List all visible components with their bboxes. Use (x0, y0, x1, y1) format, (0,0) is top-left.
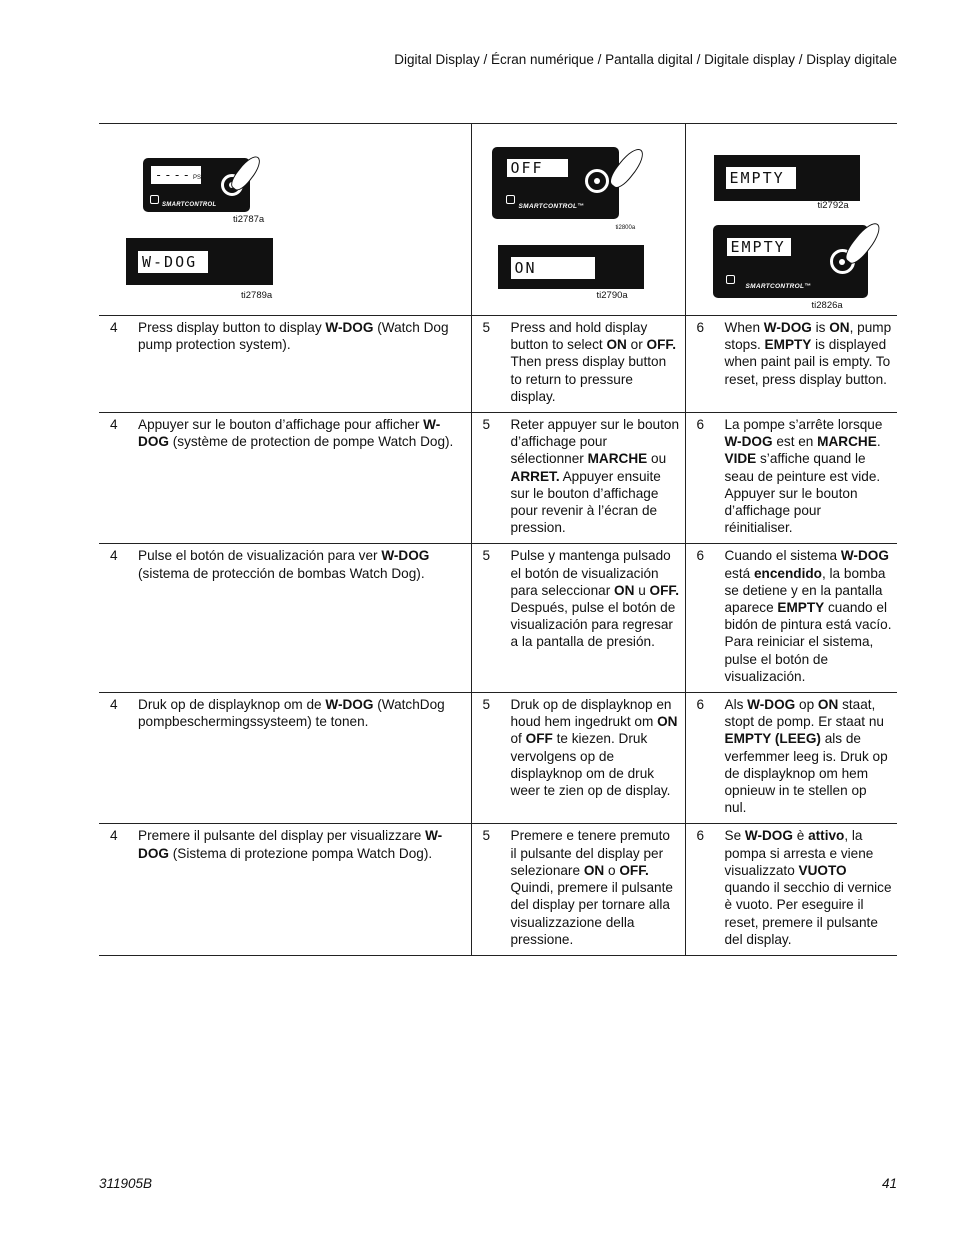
step-number: 6 (696, 417, 705, 433)
text-run: Pulse y mantenga pulsado el botón de visualización para seleccionar (510, 548, 671, 598)
bold-term: W-DOG (138, 417, 441, 450)
bold-term: ON (829, 320, 850, 335)
figure-tag: ti2787a (233, 214, 265, 225)
bold-term: ARRET. (510, 468, 560, 484)
text-run: staat, stopt de pomp. Er staat nu (724, 697, 884, 730)
text-run: Quindi, premere il pulsante del display per tornare alla visualizzazione della pressione. (510, 880, 673, 947)
bold-term: W-DOG (763, 320, 812, 335)
text-run: , la pompa si arresta e viene visualizzato (724, 828, 874, 878)
step-text (138, 416, 466, 450)
bold-term: attivo (808, 828, 845, 844)
step-text (138, 827, 466, 861)
step-number: 4 (110, 320, 118, 335)
text-run: Appuyer sur le bouton d’affichage pour afficher (138, 417, 424, 433)
step-number: 6 (696, 320, 705, 335)
text-run: Druk op de displayknop om de (138, 697, 326, 713)
step-text (511, 319, 680, 405)
text-run: te kiezen. Druk vervolgens op de displayknop om de druk weer te zien op de display. (510, 731, 671, 799)
text-run: quando il secchio di vernice è vuoto. Per eseguire il reset, premere il pulsante del display. (724, 880, 892, 947)
text-run: est en (772, 434, 818, 450)
text-run: Premere il pulsante del display per visualizzare (138, 828, 426, 844)
text-run: Se (724, 828, 745, 844)
bold-term: ON (614, 582, 635, 598)
text-run: (Watch Dog pump protection system). (138, 320, 449, 353)
graco-logo-icon (726, 275, 735, 284)
text-run: When (724, 320, 764, 335)
text-run: (système de protection de pompe Watch Dog). (168, 434, 454, 450)
text-run: op (795, 697, 818, 713)
text-run: Press and hold display button to select (510, 320, 648, 353)
text-run: ou (647, 451, 667, 467)
text-run: è (792, 828, 809, 844)
smartcontrol-device (713, 225, 868, 298)
figure-cell-1 (99, 124, 471, 316)
step-number: 5 (482, 828, 491, 844)
step-text (725, 827, 893, 947)
step-number: 6 (696, 548, 705, 564)
step-text (138, 696, 466, 730)
brand-label: SMARTCONTROL™ (518, 203, 585, 210)
bold-term: W-DOG (381, 548, 430, 564)
lcd-panel (714, 155, 860, 201)
display-button[interactable] (585, 169, 609, 193)
text-run: Pulse el botón de visualización para ver (138, 548, 382, 564)
instruction-row (99, 413, 897, 544)
graco-logo-icon (150, 195, 159, 204)
step-text (511, 696, 680, 799)
text-run: Appuyer ensuite sur le bouton d’affichage pour revenir à l’écran de pression. (510, 468, 661, 536)
text-run: La pompe s’arrête lorsque (724, 417, 883, 433)
text-run: is displayed when paint pail is empty. To reset, press display button. (724, 337, 891, 387)
step-text (725, 416, 893, 536)
bold-term: VUOTO (798, 862, 847, 878)
text-run: is (811, 320, 830, 335)
figure-tag: ti2826a (811, 300, 843, 311)
text-run: , la bomba se detiene y en la pantalla aparece (724, 565, 886, 616)
step-number: 6 (696, 697, 705, 713)
bold-term: EMPTY (764, 337, 812, 353)
text-run: (sistema de protección de bombas Watch Dog). (138, 565, 425, 581)
bold-term: W-DOG (744, 828, 793, 844)
step-number: 5 (482, 320, 491, 335)
instruction-table (99, 123, 897, 956)
smartcontrol-device (492, 147, 619, 219)
bold-term: OFF. (646, 337, 676, 353)
text-run: Cuando el sistema (724, 548, 841, 564)
step-text (511, 416, 680, 536)
figure-cell-2 (471, 124, 685, 316)
text-run: está (724, 565, 754, 581)
bold-term: MARCHE (587, 451, 648, 467)
device-display: OFF (507, 159, 568, 177)
step-number: 4 (110, 548, 118, 564)
text-run: (WatchDog pompbeschermingssysteem) te tonen. (138, 697, 445, 730)
bold-term: EMPTY (777, 600, 825, 616)
document-number: 311905B (99, 1176, 153, 1191)
text-run: u (634, 582, 650, 598)
bold-term: VIDE (724, 451, 757, 467)
step-text (138, 319, 466, 353)
text-run: Reter appuyer sur le bouton d’affichage pour sélectionner (510, 417, 680, 467)
text-run: of (510, 731, 526, 747)
step-text (725, 319, 893, 388)
text-run: Druk op de displayknop en houd hem ingedrukt om (510, 697, 672, 730)
bold-term: ON (657, 714, 678, 730)
unit-label: PSI (193, 175, 203, 181)
brand-label: SMARTCONTROL™ (745, 283, 812, 290)
step-text (511, 827, 680, 947)
bold-term: W-DOG (325, 697, 374, 713)
bold-term: OFF (525, 731, 553, 747)
bold-term: W-DOG (840, 548, 889, 564)
text-run: . (876, 434, 881, 450)
step-text (725, 547, 893, 685)
bold-term: EMPTY (LEEG) (724, 731, 821, 747)
text-run: Als (724, 697, 748, 713)
figure-tag: ti2792a (817, 200, 849, 211)
page-number: 41 (881, 1176, 897, 1191)
lcd-panel (126, 238, 273, 285)
bold-term: OFF. (649, 582, 679, 598)
step-number: 5 (482, 548, 491, 564)
bold-term: W-DOG (747, 697, 796, 713)
step-text (138, 547, 466, 581)
text-run: als de verfemmer leeg is. Druk op de displayknop om hem opnieuw in te stellen op nul. (724, 731, 888, 816)
text-run: Después, pulse el botón de visualización para regresar a la pantalla de presión. (510, 600, 676, 650)
lcd-text: W-DOG (138, 251, 208, 273)
step-number: 6 (696, 828, 705, 844)
step-number: 4 (110, 697, 118, 713)
text-run: o (604, 862, 620, 878)
step-number: 5 (482, 697, 491, 713)
instruction-row (99, 693, 897, 824)
figure-tag: ti2789a (241, 290, 273, 301)
bold-term: W-DOG (325, 320, 374, 335)
lcd-panel (498, 245, 644, 289)
text-run: Premere e tenere premuto il pulsante del display per selezionare (510, 828, 670, 878)
instruction-row (99, 824, 897, 955)
bold-term: ON (606, 337, 627, 353)
step-text (725, 696, 893, 816)
graco-logo-icon (506, 195, 515, 204)
bold-term: W-DOG (138, 828, 443, 861)
instruction-row (99, 316, 897, 413)
device-display: EMPTY (727, 238, 791, 256)
figure-cell-3 (685, 124, 897, 316)
figure-tag: ti2790a (596, 290, 628, 301)
lcd-text: EMPTY (726, 167, 796, 189)
step-text (511, 547, 680, 650)
step-number: 4 (110, 417, 118, 433)
text-run: s’affiche quand le seau de peinture est vide. Appuyer sur le bouton d’affichage pour réinitialiser. (724, 451, 881, 536)
page-header: Digital Display / Écran numérique / Pantalla digital / Digitale display / Display digitale (394, 52, 897, 67)
bold-term: ON (817, 697, 839, 713)
text-run: or (626, 337, 647, 353)
instruction-row (99, 544, 897, 693)
step-number: 4 (110, 828, 118, 844)
text-run: Press display button to display (138, 320, 326, 335)
bold-term: MARCHE (817, 434, 877, 450)
bold-term: W-DOG (724, 434, 773, 450)
bold-term: encendido (753, 565, 822, 581)
step-number: 5 (482, 417, 491, 433)
figure-tag: ti2800a (615, 225, 636, 231)
lcd-text: ON (511, 257, 595, 279)
figure-row (99, 124, 897, 316)
text-run: cuando el bidón de pintura está vacío. Para reiniciar el sistema, pulse el botón de visualización. (724, 600, 892, 684)
text-run: Then press display button to return to pressure display. (510, 354, 667, 404)
bold-term: OFF. (619, 862, 649, 878)
bold-term: ON (583, 862, 605, 878)
text-run: , pump stops. (724, 320, 892, 353)
device-display: ---- (151, 166, 201, 184)
brand-label: SMARTCONTROL (162, 202, 217, 208)
text-run: (Sistema di protezione pompa Watch Dog). (168, 845, 433, 861)
